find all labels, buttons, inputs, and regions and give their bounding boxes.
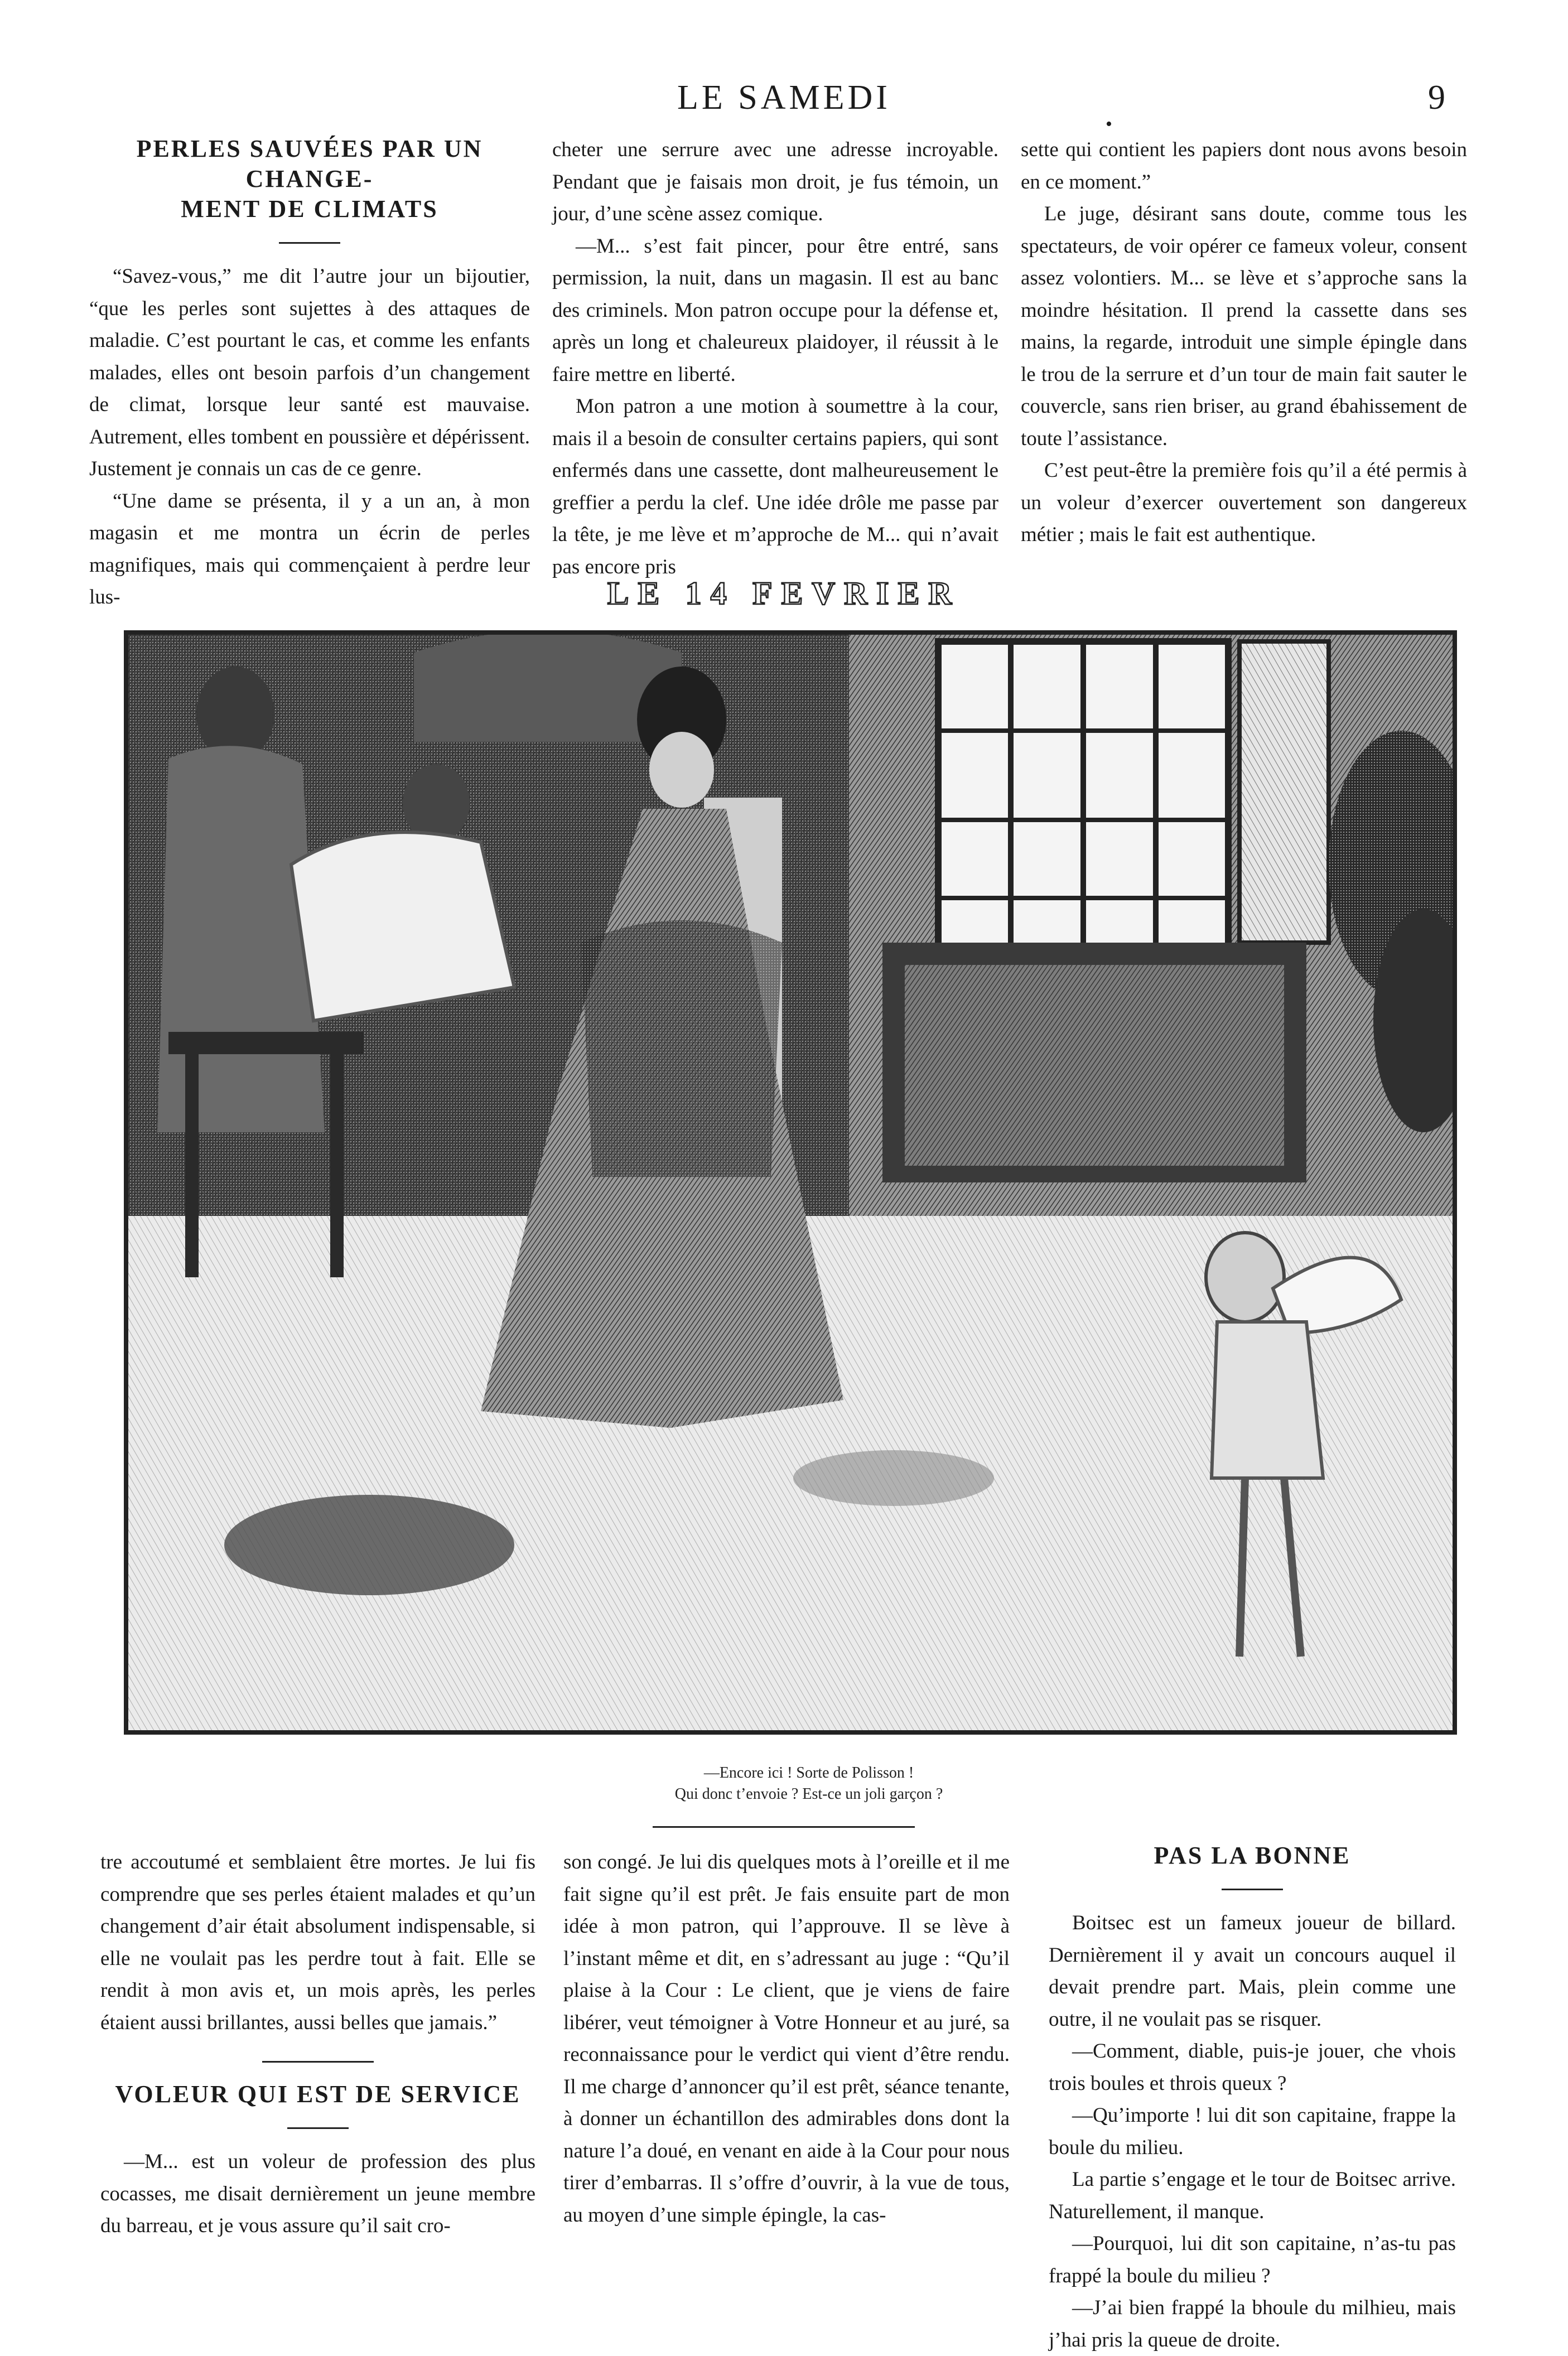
paragraph: —Qu’importe ! lui dit son capitaine, frappe la boule du milieu. — [1049, 2104, 1456, 2159]
paragraph: “Une dame se présenta, il y a un an, à mon magasin et me montra un écrin de perles magnifiques, mais qui commençaient à perdre leur lus- — [89, 489, 530, 609]
title-rule — [279, 242, 340, 244]
engraving-illustration — [124, 630, 1457, 1735]
top-column-2 — [552, 134, 998, 583]
paragraph: —J’ai bien frappé la bhoule du milhieu, mais j’hai pris la queue de droite. — [1049, 2296, 1456, 2352]
paragraph: sette qui contient les papiers dont nous avons besoin en ce moment.” — [1021, 138, 1467, 194]
paragraph: C’est peut-être la première fois qu’il a été permis à un voleur d’exercer ouvertement son dangereux métier ; mais le fait est authentique. — [1021, 459, 1467, 546]
article-title-pearls-line2: MENT DE CLIMATS — [181, 195, 438, 223]
paragraph: —M... est un voleur de profession des plus cocasses, me disait dernièrement un jeune membre du barreau, et je vous assure qu’il sait cro- — [100, 2150, 535, 2237]
illustration-title: LE 14 FEVRIER — [607, 575, 961, 611]
bottom-column-3 — [1049, 1841, 1456, 2356]
article-title-billiard: PAS LA BONNE — [1154, 1842, 1351, 1869]
paragraph: cheter une serrure avec une adresse incroyable. Pendant que je faisais mon droit, je fus témoin, un jour, d’une scène assez comique. — [552, 138, 998, 225]
paragraph: “Savez-vous,” me dit l’autre jour un bijoutier, “que les perles sont sujettes à des attaques de maladie. C’est pourtant le cas, et comme les enfants malades, elles ont besoin parfois d’un changement de climat, lorsque leur santé est mauvaise. Autrement, elles tombent en poussière et dépérissent. Justement je connais un cas de ce genre. — [89, 265, 530, 480]
page-number: 9 — [1428, 79, 1445, 117]
top-column-1 — [89, 134, 530, 614]
caption-line-1: —Encore ici ! Sorte de Polisson ! — [703, 1764, 914, 1782]
running-title: LE SAMEDI — [677, 79, 891, 117]
paragraph: —Pourquoi, lui dit son capitaine, n’as-tu pas frappé la boule du milieu ? — [1049, 2232, 1456, 2287]
section-rule — [653, 1826, 915, 1828]
paragraph: son congé. Je lui dis quelques mots à l’oreille et il me fait signe qu’il est prêt. Je fais ensuite part de mon idée à mon patron, qui l’approuve. Il se lève à l’instant même et dit, en s’adressant au juge : “Qu’il plaise à la Cour : Le client, que je viens de faire libérer, veut témoigner à Votre Honneur et au juré, sa reconnaissance pour le verdict qui vient d’être rendu. Il me charge d’annoncer qu’il est prêt, séance tenante, à donner un échantillon des admirables dons dont la nature l’a doué, en venant en aide à la Cour pour nous tirer d’embarras. Il s’offre d’ouvrir, à la vue de tous, au moyen d’une simple épingle, la cas- — [563, 1851, 1010, 2227]
article-title-thief: VOLEUR QUI EST DE SERVICE — [115, 2080, 521, 2108]
paragraph: Le juge, désirant sans doute, comme tous les spectateurs, de voir opérer ce fameux voleur, consent assez volontiers. M... se lève et s’approche sans la moindre hésitation. Il prend la cassette dans ses mains, la regarde, introduit une simple épingle dans le trou de la serrure et d’un tour de main fait sauter le couvercle, sans rien briser, au grand ébahissement de toute l’assistance. — [1021, 202, 1467, 450]
illustration-caption — [558, 1763, 1060, 1805]
paragraph: —M... s’est fait pincer, pour être entré, sans permission, la nuit, dans un magasin. Il est au banc des criminels. Mon patron occupe pour la défense et, après un long et chaleureux plaidoyer, il réussit à le faire mettre en liberté. — [552, 234, 998, 386]
paragraph: La partie s’engage et le tour de Boitsec arrive. Naturellement, il manque. — [1049, 2168, 1456, 2223]
bullet-ornament: • — [1106, 114, 1112, 134]
paragraph: —Comment, diable, puis-je jouer, che vhois trois boules et throis queux ? — [1049, 2040, 1456, 2095]
section-rule — [262, 2061, 374, 2063]
bottom-column-2 — [563, 1846, 1010, 2231]
caption-line-2: Qui donc t’envoie ? Est-ce un joli garçon ? — [674, 1785, 943, 1803]
paragraph: Mon patron a une motion à soumettre à la cour, mais il a besoin de consulter certains papiers, qui sont enfermés dans une cassette, dont malheureusement le greffier a perdu la clef. Une idée drôle me passe par la tête, je me lève et m’approche de M... qui n’avait pas encore pris — [552, 395, 998, 578]
bottom-column-1 — [100, 1846, 535, 2242]
title-rule — [287, 2127, 349, 2129]
article-title-pearls — [89, 134, 530, 224]
engraving-scene — [124, 630, 1457, 1735]
paragraph: Boitsec est un fameux joueur de billard. Dernièrement il y avait un concours auquel il devait prendre part. Mais, plein comme une outre, il ne voulait pas se risquer. — [1049, 1911, 1456, 2031]
article-title-pearls-line1: PERLES SAUVÉES PAR UN CHANGE- — [136, 135, 483, 192]
top-column-3 — [1021, 134, 1467, 551]
paragraph: tre accoutumé et semblaient être mortes. Je lui fis comprendre que ses perles étaient malades et qu’un changement d’air était absolument indispensable, si elle ne voulait pas les perdre tout à fait. Elle se rendit à mon avis et, un mois après, les perles étaient aussi brillantes, aussi belles que jamais.” — [100, 1851, 535, 2034]
title-rule — [1222, 1889, 1283, 1890]
